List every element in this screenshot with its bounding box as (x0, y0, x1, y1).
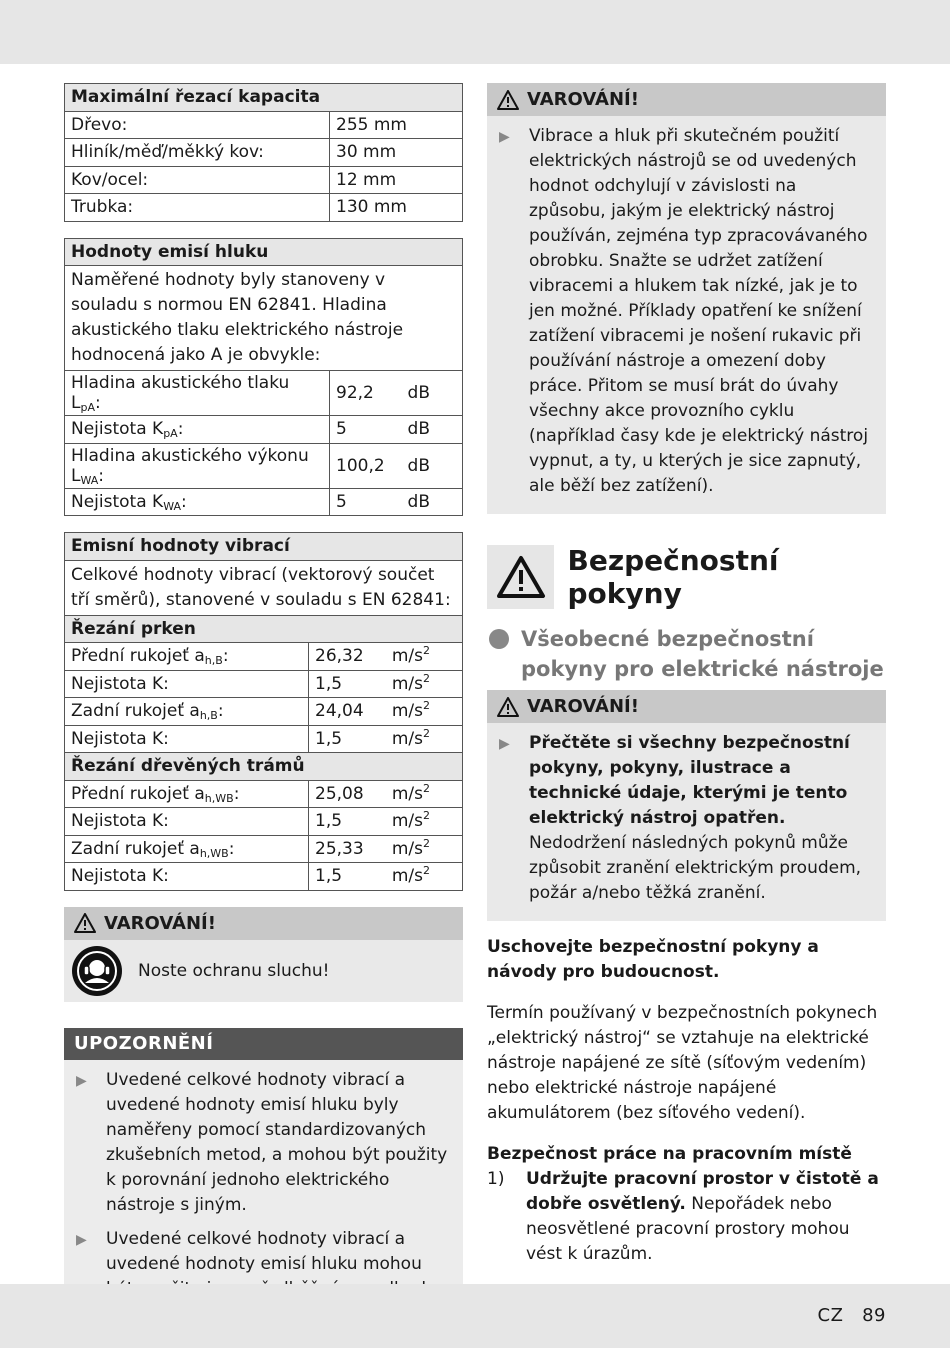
bottom-band (0, 1284, 950, 1348)
subsection-heading (487, 624, 886, 684)
unit-label: $m/s^2$ (391, 671, 430, 694)
list-item-text: Uvedené celkové hodnoty vibrací a uvedené hodnoty emisí hluku byly naměřeny pomocí standardizovaných zkušebních metod, a mohou být použity k porovnání jednoho elektrického nástroje s jiným. (106, 1069, 448, 1215)
table-row (65, 443, 463, 488)
table-row (65, 371, 463, 416)
table-title: Hodnoty emisí hluku (65, 238, 463, 266)
section-header (487, 544, 886, 610)
hearing-warning (64, 907, 463, 1002)
notice-title: UPOZORNĚNÍ (64, 1028, 463, 1060)
table-row (65, 488, 463, 516)
unit-label: dB (407, 383, 430, 403)
bullet-dot-icon (489, 629, 509, 649)
table-title: Maximální řezací kapacita (65, 84, 463, 112)
group-title: Řezání prken (65, 615, 463, 643)
warning-header (64, 907, 463, 940)
warning-title: VAROVÁNÍ! (527, 696, 639, 717)
row-value: 255 mm (330, 111, 463, 139)
table-row (65, 835, 463, 863)
row-value: 25,08 $m/s^2$ (309, 780, 463, 808)
row-value: 1,5 $m/s^2$ (309, 725, 463, 753)
table-row (65, 780, 463, 808)
row-value: 1,5 $m/s^2$ (309, 808, 463, 836)
warning-text: Vibrace a hluk při skutečném použití elektrických nástrojů se od uvedených hodnot odchylují v závislosti na způsobu, jakým je elektrický nástroj používán, zejména typ zpracovávaného obrobku. Snažte se udržet zatížení vibracemi a hlukem tak nízké, jak je to jen možné. Příklady opatření ke snížení zatížení vibracemi je nošení rukavic při používání nástroje a omezení doby práce. Přitom se musí brát do úvahy všechny akce provozního cyklu (například časy kde je elektrický nástroj vypnut, a ty, u kterých je sice zapnutý, ale běží bez zatížení). (529, 126, 869, 496)
warning-text: Přečtěte si všechny bezpečnostní pokyny, pokyny, ilustrace a technické údaje, kterými je tento elektrický nástroj opatřen. Nedodržení následných pokynů může způsobit zranění elektrickým proudem, požár a/nebo těžká zranění. (529, 733, 862, 903)
unit-label: $m/s^2$ (391, 699, 430, 722)
right-column (487, 83, 886, 1267)
row-label: Kov/ocel: (65, 166, 330, 194)
row-value: 1,5 $m/s^2$ (309, 670, 463, 698)
warning-text: Noste ochranu sluchu! (138, 960, 330, 981)
row-label: Nejistota K: (65, 670, 309, 698)
unit-label: $m/s^2$ (391, 781, 430, 804)
workplace-title: Bezpečnost práce na pracovním místě (487, 1144, 852, 1164)
row-value: 24,04 $m/s^2$ (309, 698, 463, 726)
table-row (65, 416, 463, 444)
top-band (0, 0, 950, 64)
table-title: Emisní hodnoty vibrací (65, 533, 463, 561)
table-row (65, 808, 463, 836)
bullet-arrow-icon: ▶ (499, 129, 510, 145)
row-label: Přední rukojeť $a_{h,B}$: (65, 643, 309, 671)
bullet-arrow-icon: ▶ (499, 736, 510, 752)
noise-emission-table (64, 238, 463, 517)
left-column (64, 83, 463, 1342)
warning-triangle-icon (74, 913, 96, 933)
group-title: Řezání dřevěných trámů (65, 753, 463, 781)
row-value: 1,5 $m/s^2$ (309, 863, 463, 891)
table-row (65, 863, 463, 891)
row-value: 5 dB (330, 416, 463, 444)
ear-protection-icon (72, 946, 122, 996)
row-value: 30 mm (330, 139, 463, 167)
row-value: 25,33 $m/s^2$ (309, 835, 463, 863)
table-row (65, 670, 463, 698)
unit-label: $m/s^2$ (391, 809, 430, 832)
row-label: Trubka: (65, 194, 330, 222)
row-label: Hladina akustického tlaku $L_{pA}$: (65, 371, 330, 416)
table-row (65, 643, 463, 671)
warning-title: VAROVÁNÍ! (104, 912, 216, 934)
warning-triangle-icon (497, 90, 519, 110)
unit-label: $m/s^2$ (391, 836, 430, 859)
unit-label: dB (407, 455, 430, 476)
row-label: Nejistota K: (65, 808, 309, 836)
table-row (65, 139, 463, 167)
table-row (65, 166, 463, 194)
section-title: Bezpečnostní pokyny (567, 544, 779, 610)
table-row (65, 194, 463, 222)
row-value: 100,2 dB (330, 443, 463, 488)
unit-label: $m/s^2$ (391, 726, 430, 749)
cut-capacity-table (64, 83, 463, 222)
unit-label: $m/s^2$ (391, 864, 430, 887)
unit-label: dB (407, 491, 430, 512)
row-value: 12 mm (330, 166, 463, 194)
row-label: Zadní rukojeť $a_{h,B}$: (65, 698, 309, 726)
warning-header (487, 690, 886, 723)
row-value: 130 mm (330, 194, 463, 222)
term-paragraph: Termín používaný v bezpečnostních pokynech „elektrický nástroj“ se vztahuje na elektrické nástroje napájené ze sítě (síťovým vedením) nebo elektrické nástroje napájené akumulátorem (bez síťového vedení). (487, 1003, 878, 1123)
subsection-title: Všeobecné bezpečnostní pokyny pro elektrické nástroje (521, 627, 884, 681)
vibration-emission-table (64, 532, 463, 891)
row-label: Hladina akustického výkonu $L_{WA}$: (65, 443, 330, 488)
bullet-arrow-icon: ▶ (76, 1231, 87, 1248)
row-label: Přední rukojeť $a_{h,WB}$: (65, 780, 309, 808)
row-label: Nejistota $K_{pA}$: (65, 416, 330, 444)
general-warning (487, 690, 886, 921)
bullet-arrow-icon: ▶ (76, 1072, 87, 1089)
vibration-warning (487, 83, 886, 514)
warning-title: VAROVÁNÍ! (527, 89, 639, 110)
table-row (65, 725, 463, 753)
row-label: Dřevo: (65, 111, 330, 139)
page-number: CZ 89 (817, 1305, 886, 1326)
list-item-text: Uvedené celkové hodnoty vibrací a uvedené hodnoty emisí hluku mohou (106, 1228, 422, 1274)
warning-header (487, 83, 886, 116)
row-value: 26,32 $m/s^2$ (309, 643, 463, 671)
row-label: Nejistota K: (65, 863, 309, 891)
row-label: Zadní rukojeť $a_{h,WB}$: (65, 835, 309, 863)
warning-triangle-icon (497, 697, 519, 717)
list-item (76, 1068, 453, 1218)
table-row (65, 698, 463, 726)
keep-instructions: Uschovejte bezpečnostní pokyny a návody pro budoucnost. (487, 937, 819, 982)
list-item: 1) Udržujte pracovní prostor v čistotě a dobře osvětlený. Nepořádek nebo neosvětlené pracovní prostory mohou vést k úrazům. (487, 1169, 879, 1264)
unit-label: dB (407, 419, 430, 440)
unit-label: $m/s^2$ (391, 644, 430, 667)
row-value: 5 dB (330, 488, 463, 516)
row-value: 92,2 dB (330, 371, 463, 416)
row-label: Nejistota $K_{WA}$: (65, 488, 330, 516)
table-intro: Naměřené hodnoty byly stanoveny v souladu s normou EN 62841. Hladina akustického tlaku elektrického nástroje hodnocená jako A je obvykle: (65, 266, 463, 371)
row-label: Hliník/měď/měkký kov: (65, 139, 330, 167)
warning-triangle-icon (487, 545, 554, 609)
row-label: Nejistota K: (65, 725, 309, 753)
table-intro: Celkové hodnoty vibrací (vektorový součet tří směrů), stanovené v souladu s EN 62841: (65, 560, 463, 615)
table-row (65, 111, 463, 139)
